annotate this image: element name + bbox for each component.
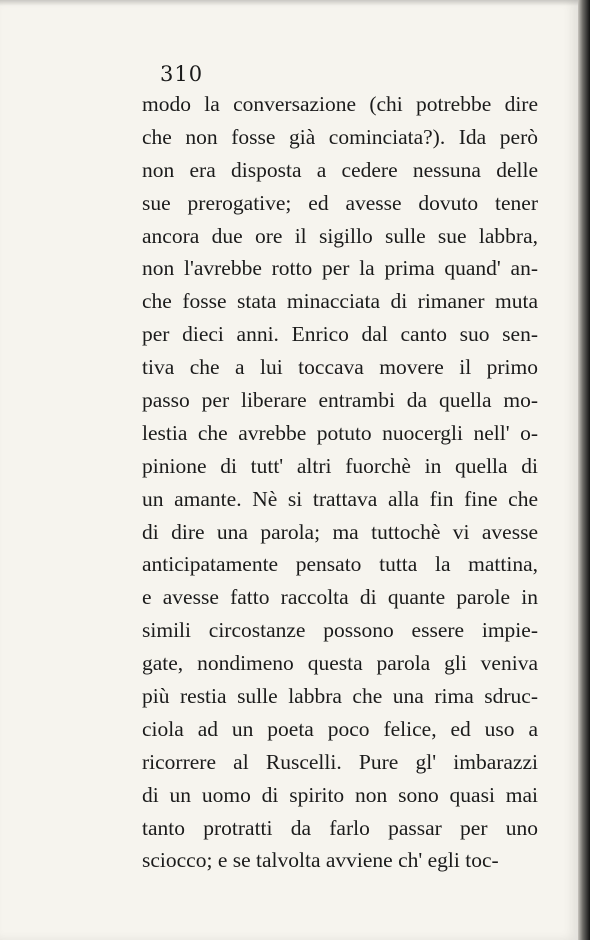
text-line: e avesse fatto raccolta di quante parole in bbox=[142, 585, 538, 610]
text-line: anticipatamente pensato tutta la mattina, bbox=[142, 552, 538, 577]
text-line: che fosse stata minacciata di rimaner muta bbox=[142, 289, 538, 314]
text-line: ricorrere al Ruscelli. Pure gl' imbarazzi bbox=[142, 749, 538, 774]
text-line: un amante. Nè si trattava alla fin fine che bbox=[142, 486, 538, 511]
text-line: non l'avrebbe rotto per la prima quand' an- bbox=[142, 256, 538, 281]
text-line: ciola ad un poeta poco felice, ed uso a bbox=[142, 716, 538, 741]
text-line: ancora due ore il sigillo sulle sue labbra, bbox=[142, 223, 538, 248]
text-line: sciocco; e se talvolta avviene ch' egli toc- bbox=[142, 848, 499, 873]
text-line: passo per liberare entrambi da quella mo- bbox=[142, 388, 538, 413]
text-line: che non fosse già cominciata?). Ida però bbox=[142, 124, 538, 149]
text-line: di un uomo di spirito non sono quasi mai bbox=[142, 782, 538, 807]
text-line: più restia sulle labbra che una rima sdruc- bbox=[142, 684, 538, 709]
page-number: 310 bbox=[160, 62, 204, 86]
body-text bbox=[142, 88, 538, 877]
text-line: gate, nondimeno questa parola gli veniva bbox=[142, 651, 538, 676]
text-line: lestia che avrebbe potuto nuocergli nell' o- bbox=[142, 420, 538, 445]
page-top-shadow bbox=[0, 0, 578, 6]
text-line: non era disposta a cedere nessuna delle bbox=[142, 157, 538, 182]
text-line: modo la conversazione (chi potrebbe dire bbox=[142, 92, 538, 116]
text-line: di dire una parola; ma tuttochè vi avesse bbox=[142, 519, 538, 544]
text-line: pinione di tutt' altri fuorchè in quella di bbox=[142, 453, 538, 478]
text-line: tiva che a lui toccava movere il primo bbox=[142, 355, 538, 380]
text-line: tanto protratti da farlo passar per uno bbox=[142, 815, 538, 840]
text-line: per dieci anni. Enrico dal canto suo sen- bbox=[142, 322, 538, 347]
book-gutter-shadow bbox=[578, 0, 590, 940]
text-line: simili circostanze possono essere impie- bbox=[142, 618, 538, 643]
text-line: sue prerogative; ed avesse dovuto tener bbox=[142, 190, 538, 215]
